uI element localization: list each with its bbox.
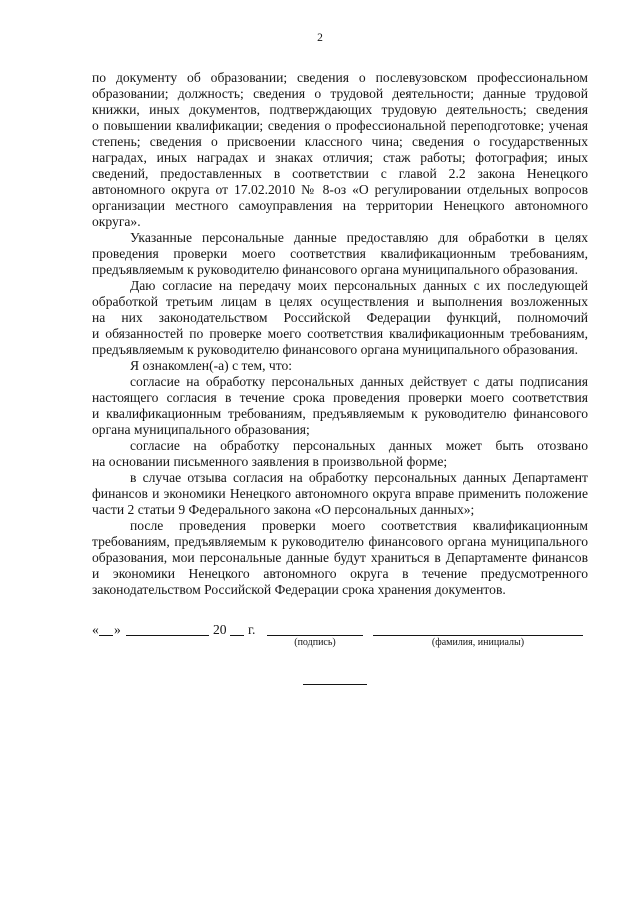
body-line: организации местного самоуправления на территории Ненецкого автономного (92, 198, 588, 213)
body-line: книжки, иных документов, подтверждающих трудовую деятельность; сведения (92, 102, 588, 117)
body-line: требованиям, предъявляемым к руководителю финансового органа муниципального (92, 534, 588, 549)
body-line: органа муниципального образования; (92, 422, 310, 437)
body-line: в случае отзыва согласия на обработку персональных данных Департамент (130, 470, 588, 485)
page-number: 2 (317, 32, 323, 44)
body-line: согласие на обработку персональных данных действует с даты подписания (130, 374, 588, 389)
body-line: наградах, иных наградах и знаках отличия; стаж работы; фотография; иных (92, 150, 588, 165)
body-line: округа». (92, 214, 141, 229)
body-line: на них законодательством Российской Федерации функций, полномочий (92, 310, 588, 325)
body-line: части 2 статьи 9 Федерального закона «О персональных данных»; (92, 502, 475, 517)
end-separator (303, 684, 367, 685)
name-blank (373, 635, 583, 636)
year-prefix: 20 (213, 622, 227, 637)
body-line: законодательством Российской Федерации срока хранения документов. (92, 582, 506, 597)
body-line: настоящего согласия в течение срока проведения проверки моего соответствия (92, 390, 588, 405)
body-line: предъявляемым к руководителю финансового органа муниципального образования. (92, 342, 579, 357)
body-line: проведения проверки моего соответствия квалификационным требованиям, (92, 246, 588, 261)
body-line: по документу об образовании; сведения о послевузовском профессиональном (92, 70, 588, 85)
year-blank (230, 635, 244, 636)
body-line: обработкой третьим лицам в целях осуществления и выполнения возложенных (92, 294, 588, 309)
signature-caption: (подпись) (294, 637, 336, 648)
body-line: степень; сведения о присвоении классного чина; сведения о государственных (92, 134, 588, 149)
body-line: Даю согласие на передачу моих персональных данных с их последующей (130, 278, 588, 293)
body-line: образования, мои персональные данные будут храниться в Департаменте финансов (92, 550, 588, 565)
name-caption: (фамилия, инициалы) (431, 637, 525, 648)
body-line: предъявляемым к руководителю финансового органа муниципального образования. (92, 262, 579, 277)
body-line: согласие на обработку персональных данных может быть отозвано (130, 438, 588, 453)
body-line: автономного округа от 17.02.2010 № 8-оз «О регулировании отдельных вопросов (92, 182, 588, 197)
body-line: Я ознакомлен(-а) с тем, что: (130, 358, 293, 373)
body-line: сведений, предоставленных в соответствии с главой 2.2 закона Ненецкого (92, 166, 588, 181)
body-line: на основании письменного заявления в произвольной форме; (92, 454, 448, 469)
day-blank (99, 635, 113, 636)
body-line: и обязанностей по проверке моего соответствия квалификационным требованиям, (92, 326, 588, 341)
date-quote-open: « (92, 622, 99, 637)
body-line: образовании; должность; сведения о трудовой деятельности; данные трудовой (92, 86, 588, 101)
body-line: и экономики Ненецкого автономного округа в течение предусмотренного (92, 566, 588, 581)
body-line: о повышении квалификации; сведения о профессиональной переподготовке; ученая (92, 118, 588, 133)
year-suffix: г. (248, 622, 256, 637)
body-line: после проведения проверки моего соответствия квалификационным (130, 518, 588, 533)
body-line: финансов и экономики Ненецкого автономного округа вправе применить положение (92, 486, 588, 501)
month-blank (126, 635, 209, 636)
date-quote-close: » (114, 622, 121, 637)
body-line: и квалификационным требованиям, предъявляемым к руководителю финансового (92, 406, 588, 421)
signature-blank (267, 635, 363, 636)
body-line: Указанные персональные данные предоставляю для обработки в целях (130, 230, 588, 245)
